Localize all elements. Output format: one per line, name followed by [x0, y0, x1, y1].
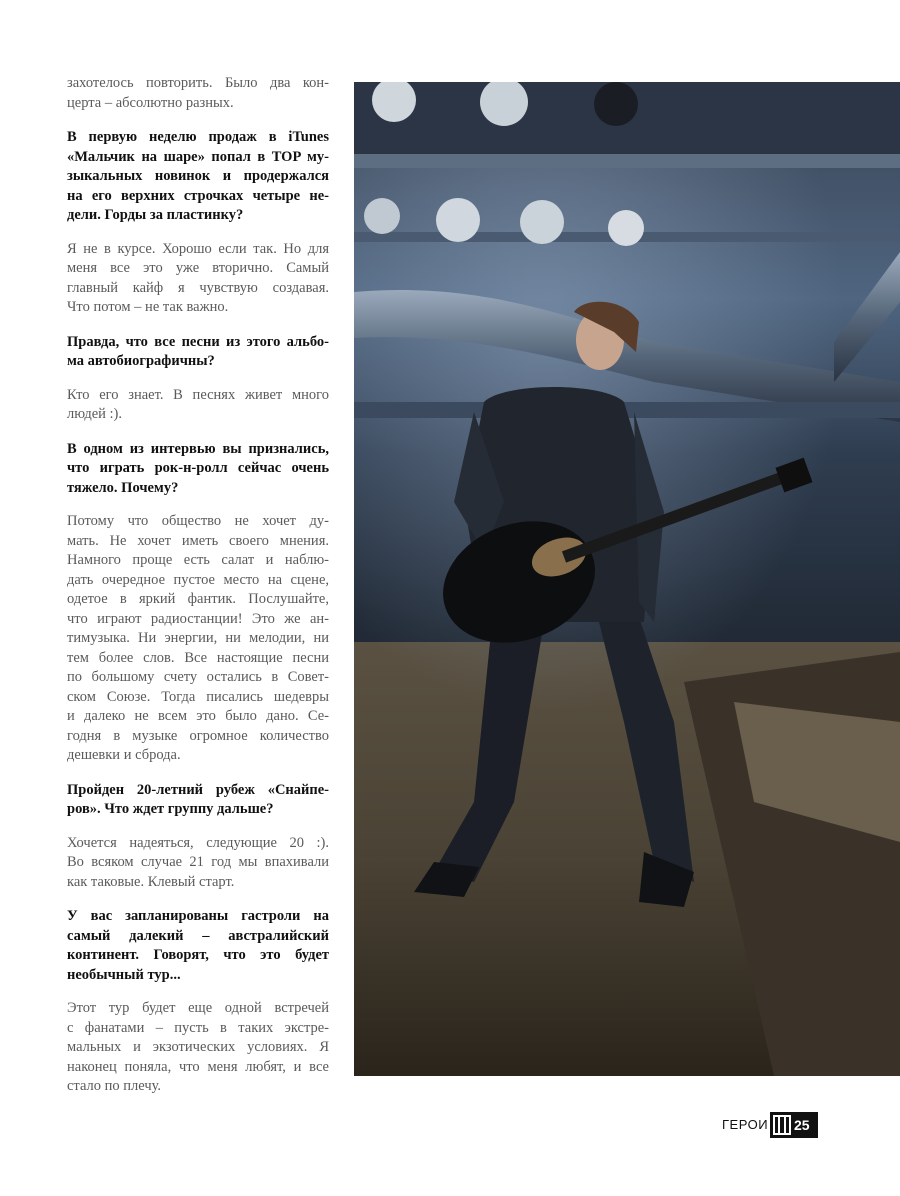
magazine-logo-icon — [773, 1115, 791, 1135]
text-line: Потому что общество не хочет ду- — [67, 513, 329, 529]
interview-answer — [67, 240, 329, 318]
text-line: Этот тур будет еще одной встречей — [67, 1000, 329, 1016]
text-line: Что потом – не так важно. — [67, 299, 229, 315]
text-line: главный кайф я чувствую создавая. — [67, 279, 329, 296]
text-line: с фанатами – пусть в таких экстре- — [67, 1019, 329, 1036]
interview-question — [67, 907, 329, 985]
text-line: одетое в яркий фантик. Послушайте, — [67, 591, 329, 607]
text-line: зыкальных новинок и продержался — [67, 168, 329, 184]
text-line: Правда, что все песни из этого альбо- — [67, 333, 329, 350]
text-line: меня все это уже вторично. Самый — [67, 260, 329, 276]
text-line: Во всяком случае 21 год мы впахивали — [67, 854, 329, 870]
musician-with-guitar-image — [354, 82, 900, 1076]
text-line: Кто его знает. В песнях живет много — [67, 386, 329, 403]
text-line: тимузыка. Ни энергии, ни мелодии, ни — [67, 630, 329, 646]
text-line: континент. Говорят, что это будет — [67, 947, 329, 963]
text-line: захотелось повторить. Было два кон- — [67, 75, 329, 91]
page-number-badge — [770, 1112, 818, 1138]
text-line: что играть рок-н-ролл сейчас очень — [67, 460, 329, 476]
text-line: Пройден 20-летний рубеж «Снайпе- — [67, 781, 329, 798]
section-label: ГЕРОИ — [722, 1117, 769, 1132]
text-line: на его верхних строчках четыре не- — [67, 187, 329, 204]
text-line: ров». Что ждет группу дальше? — [67, 801, 274, 817]
text-line: мальных и экзотических условиях. Я — [67, 1039, 329, 1055]
interview-answer — [67, 834, 329, 893]
text-line: стало по плечу. — [67, 1078, 162, 1094]
text-line: самый далекий – австралийский — [67, 927, 329, 944]
text-line: «Мальчик на шаре» попал в TOP му- — [67, 148, 329, 165]
text-line: что играют радиостанции! Это же ан- — [67, 610, 329, 627]
article-text-column — [67, 74, 329, 1112]
text-line: дешевки и сброда. — [67, 747, 181, 763]
text-line: У вас запланированы гастроли на — [67, 908, 329, 924]
interview-question — [67, 781, 329, 820]
text-line: В первую неделю продаж в iTunes — [67, 129, 329, 145]
text-line: Намного проще есть салат и наблю- — [67, 552, 329, 568]
page-number: 25 — [794, 1117, 810, 1133]
text-line: дать очередное пустое место на сцене, — [67, 571, 329, 588]
interview-question — [67, 128, 329, 226]
interview-answer — [67, 386, 329, 425]
interview-question — [67, 333, 329, 372]
text-line: ма автобиографичны? — [67, 353, 215, 369]
text-line: церта – абсолютно разных. — [67, 94, 234, 111]
interview-answer — [67, 512, 329, 766]
text-line: необычный тур... — [67, 966, 181, 983]
interview-question — [67, 440, 329, 499]
text-line: Я не в курсе. Хорошо если так. Но для — [67, 240, 329, 257]
text-line: наконец поняла, что меня любят, и все — [67, 1058, 329, 1075]
interview-answer — [67, 74, 329, 113]
text-line: дели. Горды за пластинку? — [67, 207, 244, 223]
text-line: тем более слов. Все настоящие песни — [67, 649, 329, 666]
text-line: Хочется надеяться, следующие 20 :). — [67, 834, 329, 851]
interview-answer — [67, 999, 329, 1097]
text-line: и далеко не всем это было дано. Се- — [67, 708, 329, 724]
text-line: ском Союзе. Тогда писались шедевры — [67, 688, 329, 705]
text-line: тяжело. Почему? — [67, 479, 179, 496]
text-line: мать. Не хочет иметь своего мнения. — [67, 532, 329, 549]
text-line: В одном из интервью вы признались, — [67, 440, 329, 457]
text-line: по большому счету остались в Совет- — [67, 669, 329, 685]
article-photo — [354, 82, 900, 1076]
text-line: как таковые. Клевый старт. — [67, 873, 235, 890]
text-line: людей :). — [67, 406, 123, 422]
text-line: годня в музыке огромное количество — [67, 727, 329, 744]
